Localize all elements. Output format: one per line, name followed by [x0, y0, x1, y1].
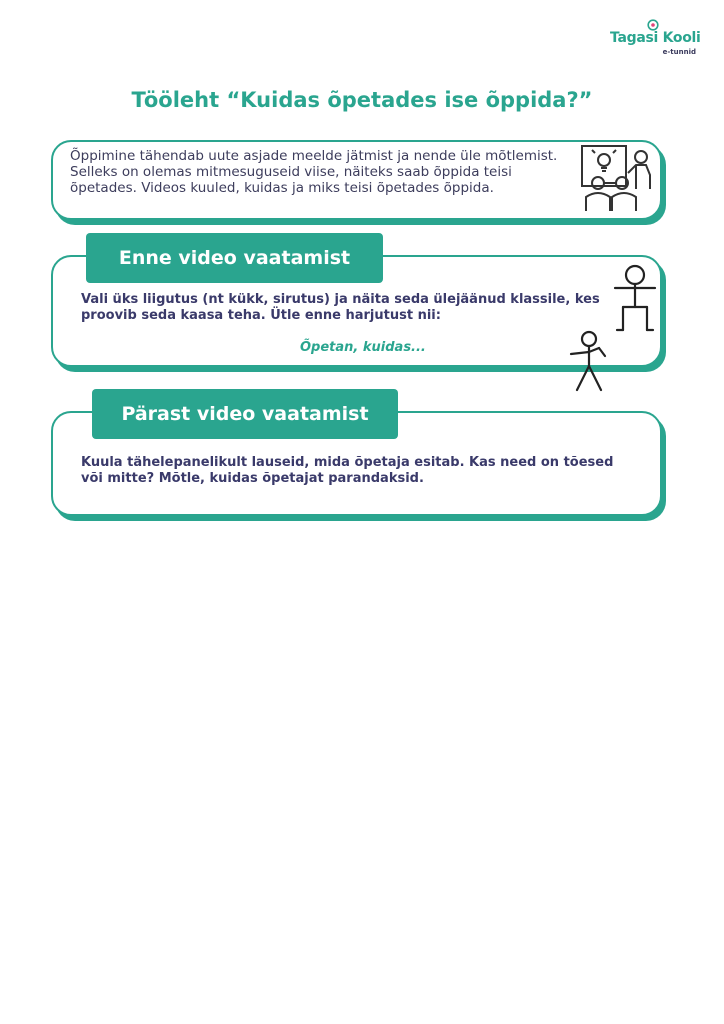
before-text: Vali üks liigutus (nt kükk, sirutus) ja näita seda ülejäänud klassile, kes proovib seda kaasa teha. Ütle enne harjutust nii: [81, 292, 600, 323]
page-title: Tööleht “Kuidas õpetades ise õppida?” [131, 88, 593, 112]
after-text: Kuula tähelepanelikult lauseid, mida õpetaja esitab. Kas need on tõesed või mitte? Mõtle, kuidas õpetajat parandaksid. [81, 455, 614, 486]
before-prompt: Õpetan, kuidas... [300, 340, 426, 355]
logo-brand-text: Tagasi Kooli [610, 30, 701, 46]
teacher-lightbulb-icon [578, 143, 658, 215]
logo-subtitle: e-tunnid [662, 48, 696, 56]
before-heading: Enne video vaatamist [86, 233, 383, 283]
brand-logo [610, 20, 700, 60]
stick-figures-icon [565, 262, 665, 394]
intro-text: Õppimine tähendab uute asjade meelde jätmist ja nende üle mõtlemist. Selleks on olemas mitmesuguseid viise, näiteks saab õppida teisi õpetades. Videos kuuled, kuidas ja miks teisi õpetades õppida. [70, 148, 558, 196]
after-heading: Pärast video vaatamist [92, 389, 398, 439]
